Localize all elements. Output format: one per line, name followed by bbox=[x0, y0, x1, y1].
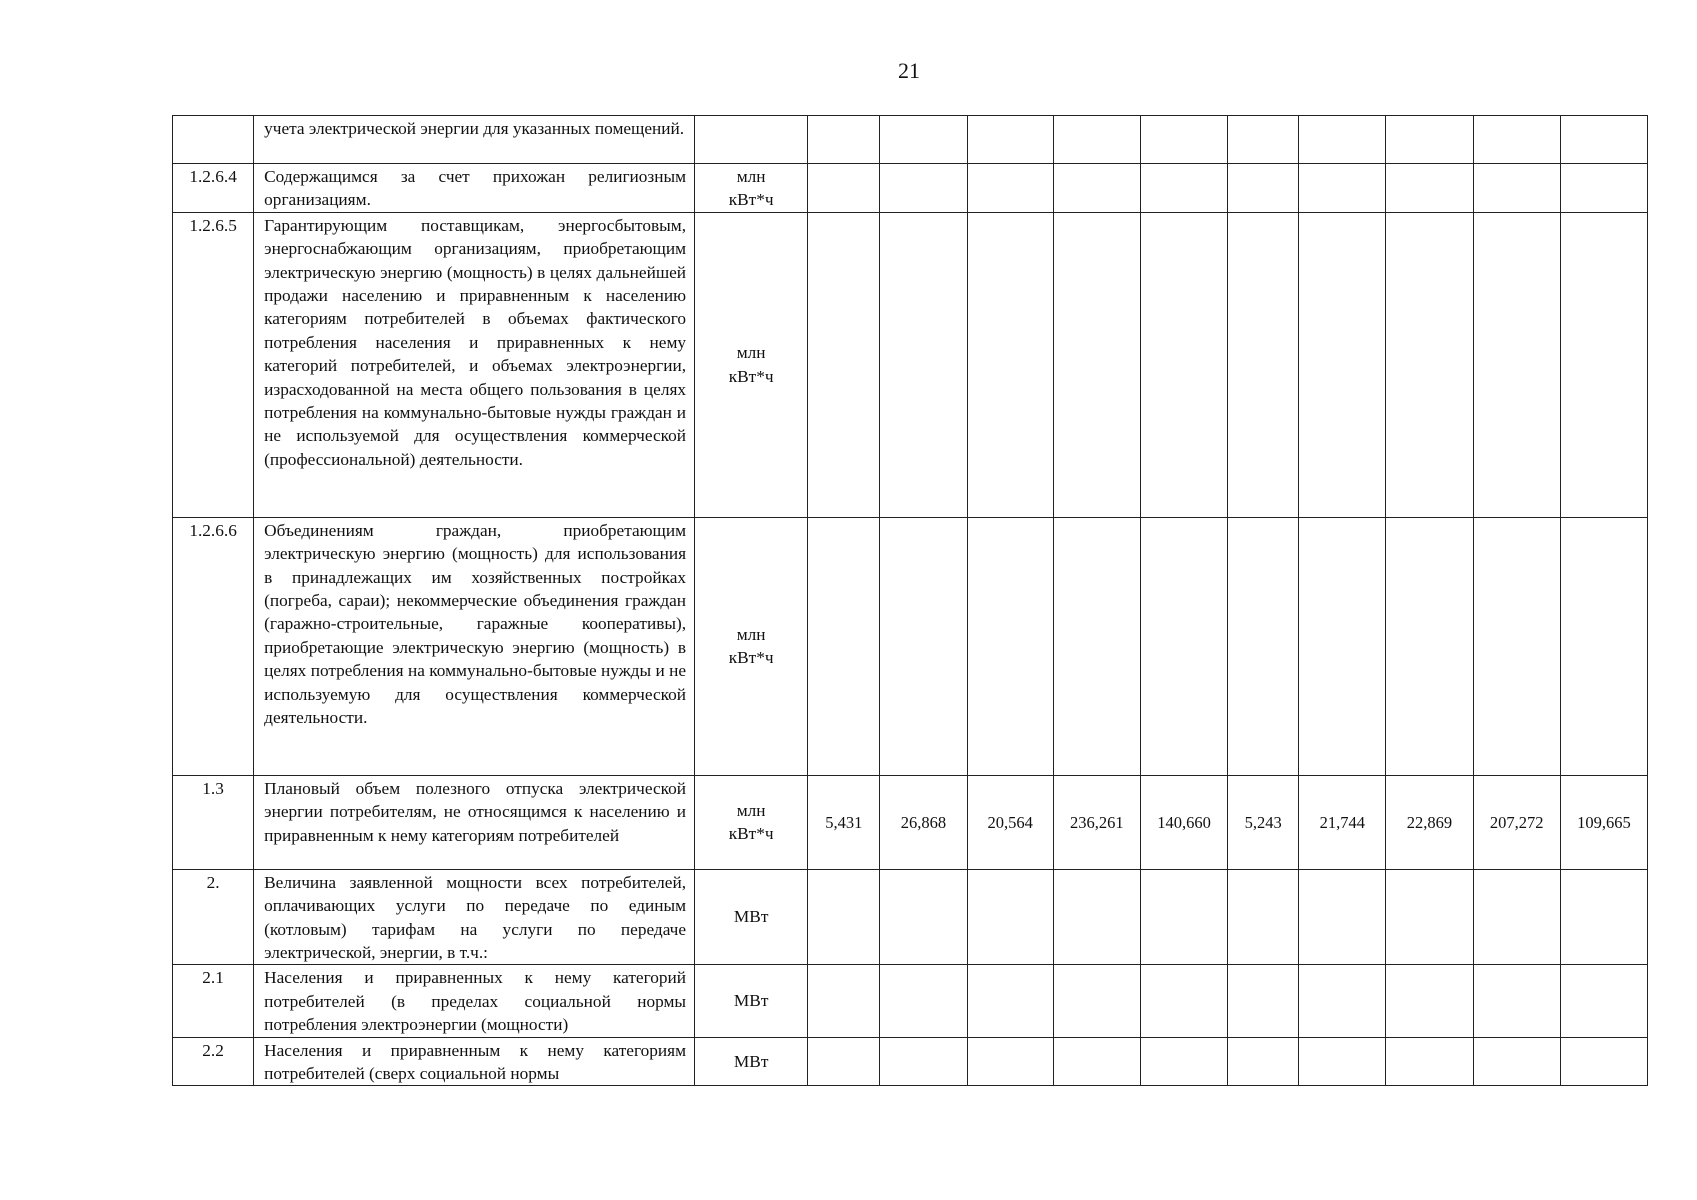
table-row bbox=[173, 869, 1648, 965]
row-description: учета электрической энергии для указанных помещений. bbox=[254, 116, 695, 164]
value-cell bbox=[1140, 212, 1227, 517]
table-row bbox=[173, 212, 1648, 517]
row-description: Населения и приравненных к нему категорий потребителей (в пределах социальной нормы потребления электроэнергии (мощности) bbox=[254, 965, 695, 1037]
value-cell bbox=[808, 1037, 880, 1086]
value-cell bbox=[1299, 212, 1386, 517]
value-cell bbox=[1386, 517, 1473, 775]
table-row bbox=[173, 116, 1648, 164]
value-cell bbox=[808, 212, 880, 517]
value-cell bbox=[967, 517, 1053, 775]
value-cell bbox=[1386, 965, 1473, 1037]
value-cell bbox=[1299, 1037, 1386, 1086]
value-cell bbox=[1053, 212, 1140, 517]
value-cell bbox=[1228, 212, 1299, 517]
table-row bbox=[173, 775, 1648, 869]
row-number: 2.2 bbox=[173, 1037, 254, 1086]
value-cell bbox=[1228, 164, 1299, 213]
row-number: 1.2.6.6 bbox=[173, 517, 254, 775]
value-cell bbox=[1140, 1037, 1227, 1086]
row-number: 1.2.6.5 bbox=[173, 212, 254, 517]
value-cell: 5,431 bbox=[808, 775, 880, 869]
table-row bbox=[173, 1037, 1648, 1086]
value-cell bbox=[880, 517, 967, 775]
value-cell bbox=[1473, 212, 1560, 517]
value-cell: 20,564 bbox=[967, 775, 1053, 869]
value-cell bbox=[1386, 212, 1473, 517]
value-cell bbox=[1228, 965, 1299, 1037]
row-unit: млн кВт*ч bbox=[695, 517, 808, 775]
row-description: Объединениям граждан, приобретающим электрическую энергию (мощность) для использования в принадлежащих им хозяйственных постройках (погреба, сараи); некоммерческие объединения граждан (гаражно-строительные, гаражные кооперативы), приобретающие электрическую энергию (мощность) в целях потребления на коммунально-бытовые нужды и не используемую для осуществления коммерческой деятельности. bbox=[254, 517, 695, 775]
value-cell bbox=[1386, 116, 1473, 164]
value-cell bbox=[1473, 164, 1560, 213]
row-description: Величина заявленной мощности всех потребителей, оплачивающих услуги по передаче по единым (котловым) тарифам на услуги по передаче электрической, энергии, в т.ч.: bbox=[254, 869, 695, 965]
row-description: Плановый объем полезного отпуска электрической энергии потребителям, не относящимся к населению и приравненным к нему категориям потребителей bbox=[254, 775, 695, 869]
table-row bbox=[173, 164, 1648, 213]
value-cell bbox=[1053, 965, 1140, 1037]
row-unit: млн кВт*ч bbox=[695, 164, 808, 213]
value-cell bbox=[1560, 517, 1647, 775]
value-cell bbox=[1560, 164, 1647, 213]
row-number: 1.3 bbox=[173, 775, 254, 869]
value-cell bbox=[967, 1037, 1053, 1086]
value-cell bbox=[880, 1037, 967, 1086]
value-cell bbox=[967, 212, 1053, 517]
value-cell bbox=[1299, 517, 1386, 775]
value-cell bbox=[1386, 164, 1473, 213]
value-cell bbox=[1053, 116, 1140, 164]
value-cell bbox=[1053, 869, 1140, 965]
value-cell bbox=[1140, 869, 1227, 965]
value-cell bbox=[1053, 1037, 1140, 1086]
value-cell bbox=[1299, 164, 1386, 213]
row-unit: МВт bbox=[695, 965, 808, 1037]
row-description: Населения и приравненным к нему категориям потребителей (сверх социальной нормы bbox=[254, 1037, 695, 1086]
row-number: 1.2.6.4 bbox=[173, 164, 254, 213]
value-cell bbox=[1053, 164, 1140, 213]
table-row bbox=[173, 965, 1648, 1037]
value-cell bbox=[1228, 869, 1299, 965]
value-cell: 207,272 bbox=[1473, 775, 1560, 869]
table-row bbox=[173, 517, 1648, 775]
value-cell bbox=[967, 116, 1053, 164]
value-cell bbox=[967, 164, 1053, 213]
value-cell: 236,261 bbox=[1053, 775, 1140, 869]
value-cell bbox=[880, 116, 967, 164]
value-cell bbox=[967, 869, 1053, 965]
value-cell bbox=[808, 869, 880, 965]
row-unit: МВт bbox=[695, 1037, 808, 1086]
row-description: Гарантирующим поставщикам, энергосбытовым, энергоснабжающим организациям, приобретающим электрическую энергию (мощность) в целях дальнейшей продажи населению и приравненным к населению категориям потребителей в объемах фактического потребления населения и приравненных к нему категорий потребителей, и объемах электроэнергии, израсходованной на места общего пользования в целях потребления на коммунально-бытовые нужды граждан и не используемой для осуществления коммерческой (профессиональной) деятельности. bbox=[254, 212, 695, 517]
value-cell bbox=[1228, 517, 1299, 775]
value-cell: 140,660 bbox=[1140, 775, 1227, 869]
value-cell bbox=[1053, 517, 1140, 775]
value-cell bbox=[1386, 1037, 1473, 1086]
value-cell bbox=[1473, 517, 1560, 775]
tariff-volume-table bbox=[172, 115, 1648, 1086]
value-cell bbox=[1473, 965, 1560, 1037]
row-number: 2. bbox=[173, 869, 254, 965]
value-cell bbox=[1140, 965, 1227, 1037]
value-cell bbox=[880, 869, 967, 965]
value-cell bbox=[880, 965, 967, 1037]
value-cell bbox=[1560, 965, 1647, 1037]
value-cell bbox=[1473, 869, 1560, 965]
value-cell bbox=[1473, 1037, 1560, 1086]
value-cell: 26,868 bbox=[880, 775, 967, 869]
value-cell bbox=[1560, 116, 1647, 164]
row-unit bbox=[695, 116, 808, 164]
row-unit: млн кВт*ч bbox=[695, 775, 808, 869]
value-cell bbox=[1299, 116, 1386, 164]
value-cell: 109,665 bbox=[1560, 775, 1647, 869]
value-cell bbox=[808, 965, 880, 1037]
value-cell bbox=[880, 212, 967, 517]
row-description: Содержащимся за счет прихожан религиозным организациям. bbox=[254, 164, 695, 213]
value-cell: 5,243 bbox=[1228, 775, 1299, 869]
value-cell bbox=[808, 164, 880, 213]
value-cell bbox=[1228, 116, 1299, 164]
value-cell bbox=[1140, 116, 1227, 164]
value-cell bbox=[1140, 517, 1227, 775]
value-cell bbox=[1473, 116, 1560, 164]
value-cell bbox=[967, 965, 1053, 1037]
value-cell: 21,744 bbox=[1299, 775, 1386, 869]
value-cell bbox=[1299, 965, 1386, 1037]
value-cell bbox=[1560, 869, 1647, 965]
row-unit: млн кВт*ч bbox=[695, 212, 808, 517]
page-number: 21 bbox=[898, 58, 920, 83]
value-cell: 22,869 bbox=[1386, 775, 1473, 869]
value-cell bbox=[1386, 869, 1473, 965]
value-cell bbox=[1299, 869, 1386, 965]
value-cell bbox=[1560, 212, 1647, 517]
row-number bbox=[173, 116, 254, 164]
value-cell bbox=[1228, 1037, 1299, 1086]
value-cell bbox=[1560, 1037, 1647, 1086]
row-unit: МВт bbox=[695, 869, 808, 965]
row-number: 2.1 bbox=[173, 965, 254, 1037]
value-cell bbox=[880, 164, 967, 213]
value-cell bbox=[808, 517, 880, 775]
value-cell bbox=[1140, 164, 1227, 213]
value-cell bbox=[808, 116, 880, 164]
